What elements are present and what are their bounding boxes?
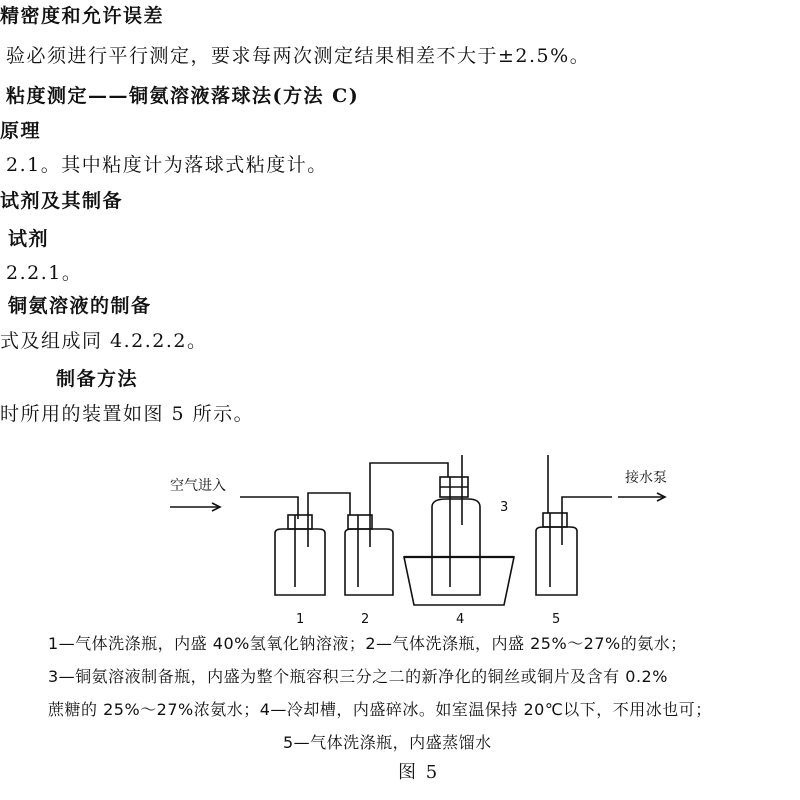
bottle-5 bbox=[536, 513, 577, 595]
heading-cuprammonium-prep: 铜氨溶液的制备 bbox=[8, 295, 152, 317]
label-2: 2 bbox=[361, 612, 370, 627]
paragraph-reagent-ref: 2.2.1。 bbox=[6, 262, 83, 284]
outlet-tube bbox=[562, 497, 612, 513]
heading-precision: 精密度和允许误差 bbox=[0, 5, 165, 27]
paragraph-principle: 2.1。其中粘度计为落球式粘度计。 bbox=[6, 154, 328, 176]
apparatus-diagram bbox=[150, 455, 670, 630]
figure-title: 图 5 bbox=[398, 762, 440, 783]
bottle-1 bbox=[275, 515, 325, 595]
paragraph-apparatus-ref: 时所用的装置如图 5 所示。 bbox=[0, 403, 255, 425]
label-5: 5 bbox=[552, 612, 561, 627]
paragraph-formula-ref: 式及组成同 4.2.2.2。 bbox=[0, 330, 208, 352]
caption-line-2: 3—铜氨溶液制备瓶，内盛为整个瓶容积三分之二的新净化的铜丝或铜片及含有 0.2% bbox=[48, 667, 668, 686]
caption-line-1: 1—气体洗涤瓶，内盛 40%氢氧化钠溶液；2—气体洗涤瓶，内盛 25%～27%的氨水； bbox=[48, 634, 687, 653]
label-4: 4 bbox=[456, 612, 465, 627]
heading-reagents: 试剂及其制备 bbox=[0, 190, 124, 212]
pump-label: 接水泵 bbox=[625, 470, 667, 486]
cooling-bath bbox=[404, 557, 514, 605]
air-in-label: 空气进入 bbox=[170, 478, 226, 494]
heading-principle: 原理 bbox=[0, 120, 42, 142]
label-3: 3 bbox=[500, 500, 509, 515]
heading-reagent: 试剂 bbox=[8, 228, 50, 250]
label-1: 1 bbox=[296, 612, 305, 627]
bottle-2 bbox=[345, 515, 393, 595]
heading-prep-method: 制备方法 bbox=[56, 368, 139, 390]
paragraph-parallel-test: 验必须进行平行测定，要求每两次测定结果相差不大于±2.5%。 bbox=[6, 45, 591, 67]
bottle-3 bbox=[432, 477, 480, 595]
caption-line-3: 蔗糖的 25%～27%浓氨水；4—冷却槽，内盛碎冰。如室温保持 20℃以下，不用冰也可； bbox=[48, 700, 712, 719]
tube-1-2 bbox=[308, 493, 350, 515]
heading-viscosity-method-c: 粘度测定——铜氨溶液落球法(方法 C) bbox=[6, 85, 360, 107]
caption-line-4: 5—气体洗涤瓶，内盛蒸馏水 bbox=[283, 733, 492, 752]
tube-2-3 bbox=[370, 463, 448, 515]
